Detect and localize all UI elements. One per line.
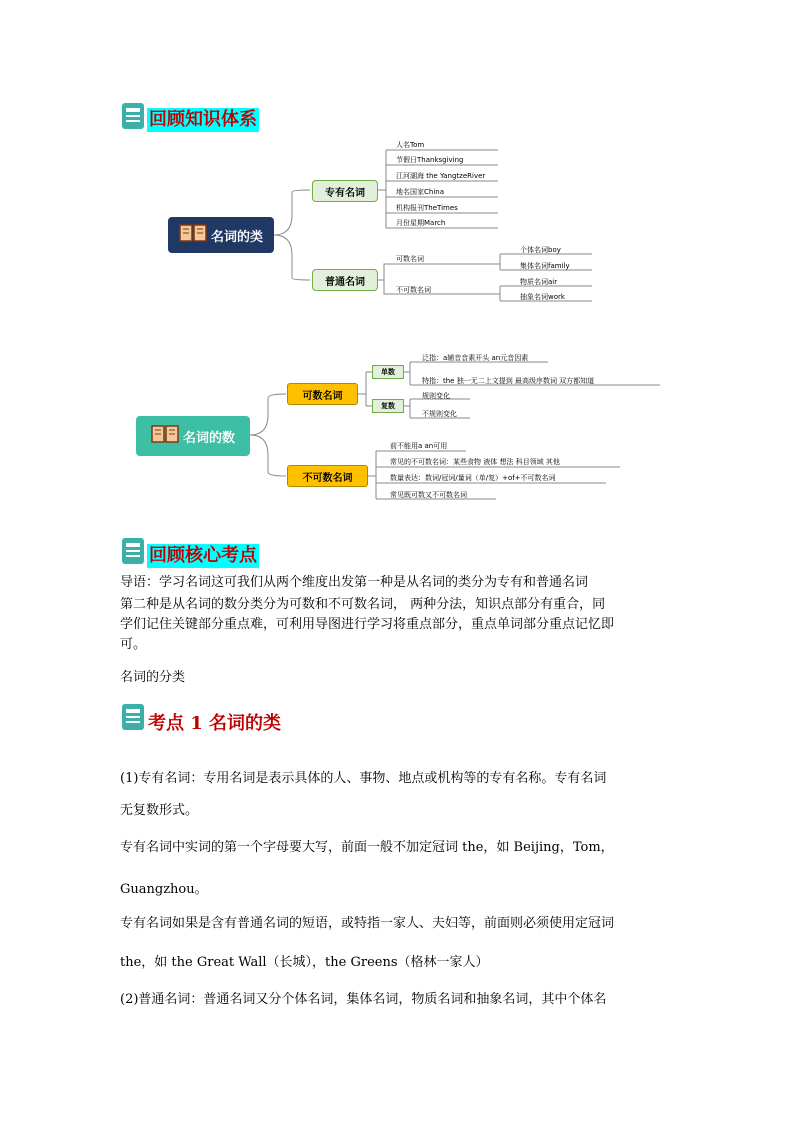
mindmap2-branch-uncountable <box>287 465 368 487</box>
mindmap2-item: 常见既可数又不可数名词 <box>390 491 467 499</box>
body-line: 无复数形式。 <box>120 803 199 818</box>
mindmap2-sub-plural-label: 复数 <box>381 402 395 410</box>
mindmap1-root-label: 名词的类 <box>210 229 263 245</box>
mindmap2-branch-uncountable-label: 不可数名词 <box>302 472 353 484</box>
mindmap1-item: 个体名词boy <box>520 246 561 254</box>
mindmap1-item: 人名Tom <box>396 141 425 149</box>
mindmap1-item: 地名国家China <box>396 188 444 196</box>
mindmap2-branch-countable <box>287 383 358 405</box>
book-icon <box>179 224 207 246</box>
body-line: Guangzhou。 <box>120 882 208 897</box>
intro-line: 第二种是从名词的数分类分为可数和不可数名词， 两种分法，知识点部分有重合，同 <box>120 597 606 612</box>
mindmap1-item: 江河湖海 the YangtzeRiver <box>396 172 486 180</box>
intro-line: 导语：学习名词这可我们从两个维度出发第一种是从名词的类分为专有和普通名词 <box>120 575 589 590</box>
intro-line: 学们记住关键部分重点难，可利用导图进行学习将重点部分，重点单词部分重点记忆即 <box>120 617 615 632</box>
mindmap2-branch-countable-label: 可数名词 <box>302 390 343 402</box>
mindmap2-item: 特指：the 独一无二上文提到 最高级序数词 双方都知道 <box>422 377 595 385</box>
mindmap1-item: 节假日Thanksgiving <box>396 156 464 164</box>
mindmap1-branch-proper <box>312 180 378 202</box>
mindmap2-sub-plural <box>372 399 404 413</box>
mindmap1-item: 机构报刊TheTimes <box>396 204 458 212</box>
intro-subheading: 名词的分类 <box>120 670 186 685</box>
mindmap1-branch-common-label: 普通名词 <box>325 276 365 288</box>
mindmap1-root <box>168 217 274 253</box>
section-title-review-knowledge: 回顾知识体系 <box>149 109 257 130</box>
body-line: 专有名词中实词的第一个字母要大写，前面一般不加定冠词 the，如 Beijing，Tom， <box>120 840 614 855</box>
mindmap2-root <box>136 416 250 456</box>
mindmap1-branch-common <box>312 269 378 291</box>
mindmap1-item: 月份星期March <box>396 219 446 227</box>
mindmap1-item: 物质名词air <box>520 278 558 286</box>
mindmap2-sub-single-label: 单数 <box>381 368 395 376</box>
body-line: the，如 the Great Wall（长城），the Greens（格林一家人） <box>120 955 489 970</box>
section-title-review-core: 回顾核心考点 <box>149 545 257 566</box>
body-line: 专有名词如果是含有普通名词的短语，或特指一家人、夫妇等，前面则必须使用定冠词 <box>120 916 615 931</box>
mindmap2-item: 前不能用a an可用 <box>390 442 448 450</box>
mindmap2-item: 不规则变化 <box>422 410 457 418</box>
mindmap2-root-label: 名词的数 <box>182 430 235 446</box>
mindmap2-sub-single <box>372 365 404 379</box>
section-icon <box>122 538 144 564</box>
mindmap1-connectors <box>0 0 794 330</box>
book-icon <box>151 425 179 447</box>
mindmap2-item: 泛指：a辅音音素开头 an元音因素 <box>422 354 529 362</box>
intro-line: 可。 <box>120 637 147 652</box>
mindmap2-item: 数量表达：数词/冠词/量词（单/复）+of+不可数名词 <box>390 474 556 482</box>
mindmap1-branch-proper-label: 专有名词 <box>325 187 365 199</box>
mindmap1-sub-uncountable: 不可数名词 <box>396 286 431 294</box>
body-line: (1)专有名词：专用名词是表示具体的人、事物、地点或机构等的专有名称。专有名词 <box>120 771 607 786</box>
mindmap2-item: 规则变化 <box>422 392 450 400</box>
mindmap2-item: 常见的不可数名词：某些食物 液体 想法 科目领域 其他 <box>390 458 560 466</box>
mindmap1-item: 集体名词family <box>520 262 570 270</box>
section-title-point1: 考点 1 名词的类 <box>148 713 282 734</box>
body-line: (2)普通名词：普通名词又分个体名词，集体名词，物质名词和抽象名词，其中个体名 <box>120 992 607 1007</box>
section-icon <box>122 704 144 730</box>
mindmap1-item: 抽象名词work <box>520 293 565 301</box>
mindmap1-sub-countable: 可数名词 <box>396 255 424 263</box>
